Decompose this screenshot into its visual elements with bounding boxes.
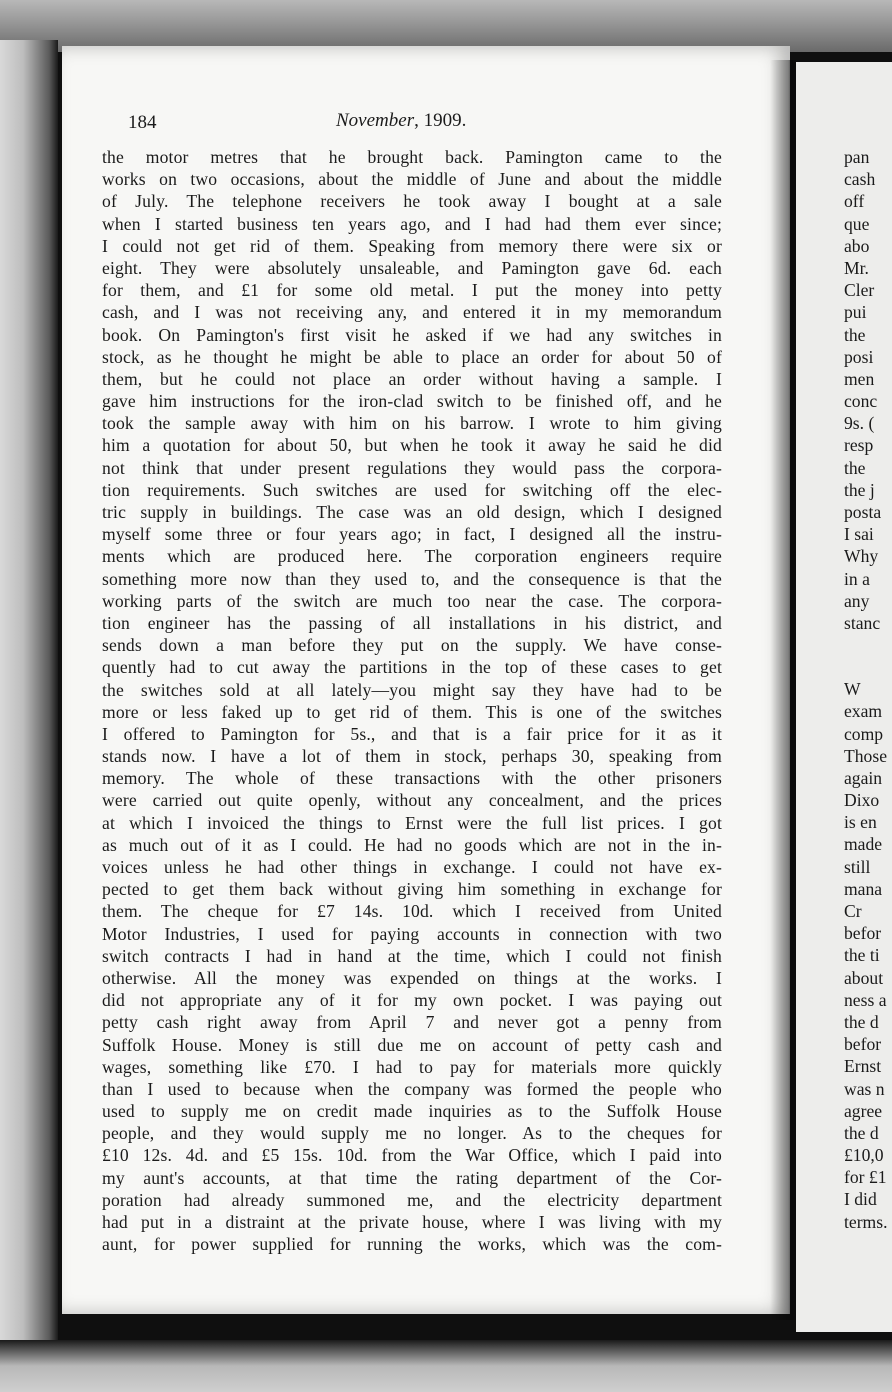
text-line: as much out of it as I could. He had no goods which are not in the in- — [102, 834, 722, 855]
issue-date — [336, 110, 466, 132]
text-line: tion engineer has the passing of all installations in his district, and — [102, 612, 722, 633]
right-text-fragment: made — [844, 834, 883, 855]
right-text-fragment: stanc — [844, 612, 881, 633]
right-column-gap — [844, 634, 892, 678]
text-line: works on two occasions, about the middle of June and about the middle — [102, 169, 722, 190]
right-text-fragment: I sai — [844, 524, 874, 545]
page-number: 184 — [128, 112, 157, 133]
right-text-fragment: Why — [844, 546, 879, 567]
text-line: at which I invoiced the things to Ernst were the full list prices. I got — [102, 812, 722, 833]
right-text-fragment: befor — [844, 1034, 882, 1055]
text-line: the switches sold at all lately—you might say they have had to be — [102, 679, 722, 700]
text-line: stock, as he thought he might be able to place an order for about 50 of — [102, 346, 722, 367]
right-text-fragment: Cler — [844, 280, 875, 301]
text-line: aunt, for power supplied for running the works, which was the com- — [102, 1234, 722, 1255]
text-line: switch contracts I had in hand at the time, which I could not finish — [102, 945, 722, 966]
text-line: Suffolk House. Money is still due me on account of petty cash and — [102, 1034, 722, 1055]
text-line: something more now than they used to, and the consequence is that the — [102, 568, 722, 589]
right-text-fragment: 9s. ( — [844, 413, 875, 434]
text-line: had put in a distraint at the private house, where I was living with my — [102, 1212, 722, 1232]
text-line: memory. The whole of these transactions with the other prisoners — [102, 768, 722, 789]
issue-year: , 1909. — [414, 110, 467, 131]
right-text-fragment: Cr — [844, 901, 862, 921]
text-line: voices unless he had other things in exchange. I could not have ex- — [102, 857, 722, 877]
right-text-fragment: I did — [844, 1189, 877, 1210]
body-text — [102, 146, 722, 1255]
right-text-fragment: for £1 — [844, 1167, 887, 1188]
text-line: than I used to because when the company was formed the people who — [102, 1078, 722, 1099]
right-text-fragment: any — [844, 590, 870, 611]
scan-top-edge — [0, 0, 892, 52]
scan-bottom-edge — [0, 1340, 892, 1392]
text-line: Motor Industries, I used for paying accounts in connection with two — [102, 923, 722, 944]
right-column-text — [844, 146, 892, 1233]
right-text-fragment: again — [844, 767, 883, 788]
right-text-fragment: off — [844, 191, 865, 212]
right-text-fragment: about — [844, 967, 884, 988]
right-text-fragment: W — [844, 679, 861, 700]
right-text-fragment: conc — [844, 391, 878, 412]
right-text-fragment: resp — [844, 435, 874, 456]
text-line: used to supply me on credit made inquiries as to the Suffolk House — [102, 1101, 722, 1122]
text-line: I could not get rid of them. Speaking from memory there were six or — [102, 235, 722, 256]
running-head — [128, 106, 490, 134]
right-text-fragment: pan — [844, 147, 870, 167]
right-text-fragment: mana — [844, 878, 883, 899]
text-line: quently had to cut away the partitions in the top of these cases to get — [102, 657, 722, 678]
text-line: book. On Pamington's first visit he asked if we had any switches in — [102, 324, 722, 345]
right-text-fragment: ness a — [844, 989, 887, 1010]
text-line: tion requirements. Such switches are used for switching off the elec- — [102, 479, 722, 500]
text-line: myself some three or four years ago; in fact, I designed all the instru- — [102, 524, 722, 545]
text-line: eight. They were absolutely unsaleable, and Pamington gave 6d. each — [102, 257, 722, 278]
text-line: cash, and I was not receiving any, and entered it in my memorandum — [102, 302, 722, 323]
text-line: them. The cheque for £7 14s. 10d. which I received from United — [102, 901, 722, 922]
right-text-fragment: posta — [844, 502, 882, 522]
text-line: them, but he could not place an order without having a sample. I — [102, 368, 722, 389]
issue-month: November — [336, 110, 415, 131]
text-line: otherwise. All the money was expended on things at the works. I — [102, 967, 722, 988]
text-line: stands now. I have a lot of them in stock, perhaps 30, speaking from — [102, 746, 722, 767]
right-text-fragment: in a — [844, 568, 870, 589]
right-text-fragment: £10,0 — [844, 1145, 884, 1166]
text-line: people, and they would supply me no longer. As to the cheques for — [102, 1123, 722, 1144]
scan-left-edge — [0, 40, 58, 1392]
text-line: working parts of the switch are much too near the case. The corpora- — [102, 590, 722, 611]
text-line: pected to get them back without giving him something in exchange for — [102, 879, 722, 900]
right-text-fragment: the d — [844, 1011, 879, 1032]
right-text-fragment: the — [844, 457, 866, 478]
text-line: the motor metres that he brought back. Pamington came to the — [102, 147, 722, 167]
right-text-fragment: agree — [844, 1100, 883, 1121]
text-line: tric supply in buildings. The case was an old design, which I designed — [102, 502, 722, 522]
right-text-fragment: was n — [844, 1078, 885, 1099]
text-line: not think that under present regulations they would pass the corpora- — [102, 457, 722, 478]
text-line: gave him instructions for the iron-clad switch to be finished off, and he — [102, 391, 722, 412]
right-text-fragment: que — [844, 213, 870, 234]
right-text-fragment: exam — [844, 701, 883, 722]
right-text-fragment: befor — [844, 923, 882, 944]
right-text-fragment: terms. — [844, 1211, 888, 1232]
text-line: were carried out quite openly, without any concealment, and the prices — [102, 790, 722, 811]
text-line: my aunt's accounts, at that time the rating department of the Cor- — [102, 1167, 722, 1188]
text-line: more or less faked up to get rid of them. This is one of the switches — [102, 701, 722, 722]
text-line: took the sample away with him on his barrow. I wrote to him giving — [102, 413, 722, 434]
text-line: sends down a man before they put on the supply. We have conse- — [102, 635, 722, 656]
right-text-fragment: comp — [844, 723, 884, 744]
right-text-fragment: posi — [844, 346, 874, 367]
page-gutter — [770, 60, 796, 1320]
text-line: of July. The telephone receivers he took away I bought at a sale — [102, 191, 722, 212]
right-text-fragment: Dixo — [844, 790, 880, 811]
right-text-fragment: still — [844, 856, 871, 877]
right-text-fragment: the j — [844, 479, 875, 500]
right-text-fragment: the d — [844, 1122, 879, 1143]
text-line: £10 12s. 4d. and £5 15s. 10d. from the War Office, which I paid into — [102, 1145, 722, 1166]
right-text-fragment: men — [844, 368, 875, 389]
text-line: for them, and £1 for some old metal. I put the money into petty — [102, 280, 722, 301]
right-text-fragment: cash — [844, 169, 876, 190]
right-text-fragment: Those — [844, 745, 887, 766]
right-text-fragment: pui — [844, 302, 867, 323]
text-line: poration had already summoned me, and the electricity department — [102, 1189, 722, 1210]
text-line: petty cash right away from April 7 and never got a penny from — [102, 1012, 722, 1033]
text-line: ments which are produced here. The corporation engineers require — [102, 546, 722, 567]
text-line: wages, something like £70. I had to pay for materials more quickly — [102, 1056, 722, 1077]
right-text-fragment: abo — [844, 235, 870, 256]
text-line: when I started business ten years ago, and I had had them ever since; — [102, 213, 722, 234]
text-line: him a quotation for about 50, but when he took it away he said he did — [102, 435, 722, 456]
right-text-fragment: the — [844, 324, 866, 345]
text-line: did not appropriate any of it for my own pocket. I was paying out — [102, 990, 722, 1011]
right-text-fragment: Ernst — [844, 1056, 882, 1077]
right-text-fragment: Mr. — [844, 257, 869, 278]
text-line: I offered to Pamington for 5s., and that is a fair price for it as it — [102, 723, 722, 744]
right-text-fragment: the ti — [844, 945, 880, 966]
right-text-fragment: is en — [844, 812, 877, 833]
